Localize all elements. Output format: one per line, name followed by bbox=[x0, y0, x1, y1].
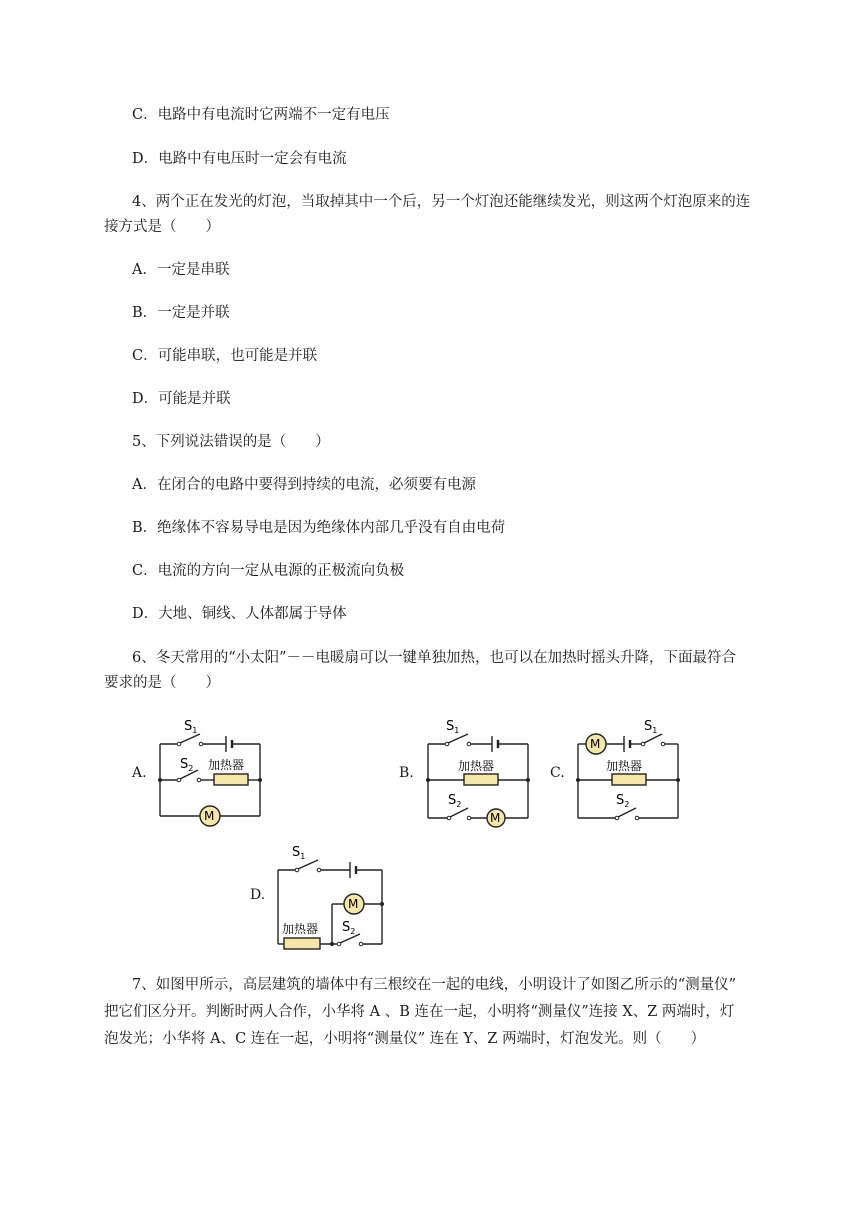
a-s2-label: $S_2$ bbox=[180, 757, 194, 773]
q5-option-a: A．在闭合的电路中要得到持续的电流，必须要有电源 bbox=[132, 477, 476, 493]
q3-option-c: C．电路中有电流时它两端不一定有电压 bbox=[132, 107, 390, 123]
q6-label-a: A. bbox=[132, 765, 147, 781]
c-s2-label: $S_2$ bbox=[616, 793, 630, 809]
q4-option-a: A．一定是串联 bbox=[132, 262, 230, 278]
q3-option-d: D．电路中有电压时一定会有电流 bbox=[132, 151, 347, 167]
a-s1-label: $S_1$ bbox=[184, 719, 198, 735]
q4-stem-line1: 4、两个正在发光的灯泡，当取掉其中一个后，另一个灯泡还能继续发光，则这两个灯泡原来的连 bbox=[132, 194, 751, 210]
q5-option-d: D．大地、铜线、人体都属于导体 bbox=[132, 606, 347, 622]
q5-option-b: B．绝缘体不容易导电是因为绝缘体内部几乎没有自由电荷 bbox=[132, 520, 506, 536]
q7-line3: 泡发光；小华将 A、C 连在一起，小明将“测量仪” 连在 Y、Z 两端时，灯泡发光。则（ ） bbox=[104, 1031, 706, 1047]
b-s2-label: $S_2$ bbox=[448, 793, 462, 809]
q4-option-b: B．一定是并联 bbox=[132, 305, 230, 321]
q5-stem: 5、下列说法错误的是（ ） bbox=[132, 434, 330, 450]
c-motor-label: M bbox=[590, 737, 601, 751]
circuit-b bbox=[426, 714, 536, 826]
c-heater-label: 加热器 bbox=[606, 759, 643, 773]
q6-label-c: C. bbox=[550, 765, 565, 781]
q6-stem-line1: 6、冬天常用的“小太阳”－－电暖扇可以一键单独加热，也可以在加热时摇头升降，下面最符合 bbox=[132, 650, 737, 666]
b-s1-label: $S_1$ bbox=[446, 719, 460, 735]
q7-line2: 把它们区分开。判断时两人合作，小华将 A 、B 连在一起，小明将“测量仪”连接 X、Z 两端时，灯 bbox=[104, 1004, 735, 1020]
q4-stem-line2: 接方式是（ ） bbox=[104, 219, 220, 235]
b-heater-label: 加热器 bbox=[458, 759, 495, 773]
d-s2-label: $S_2$ bbox=[342, 920, 356, 936]
circuit-d bbox=[274, 836, 394, 952]
a-motor-label: M bbox=[204, 809, 215, 823]
q6-label-d: D. bbox=[250, 887, 266, 903]
a-heater-label: 加热器 bbox=[208, 758, 245, 772]
q6-label-b: B. bbox=[399, 765, 414, 781]
b-motor-label: M bbox=[490, 811, 501, 825]
d-motor-label: M bbox=[348, 897, 359, 911]
circuit-a bbox=[158, 712, 268, 824]
d-s1-label: $S_1$ bbox=[292, 845, 306, 861]
d-heater-label: 加热器 bbox=[282, 922, 319, 936]
q5-option-c: C．电流的方向一定从电源的正极流向负极 bbox=[132, 563, 405, 579]
c-s1-label: $S_1$ bbox=[644, 719, 658, 735]
q4-option-d: D．可能是并联 bbox=[132, 391, 231, 407]
circuit-c bbox=[576, 714, 686, 826]
q6-stem-line2: 要求的是（ ） bbox=[104, 675, 220, 691]
q7-line1: 7、如图甲所示，高层建筑的墙体中有三根绞在一起的电线，小明设计了如图乙所示的“测量仪” bbox=[132, 977, 737, 993]
q4-option-c: C．可能串联，也可能是并联 bbox=[132, 348, 318, 364]
